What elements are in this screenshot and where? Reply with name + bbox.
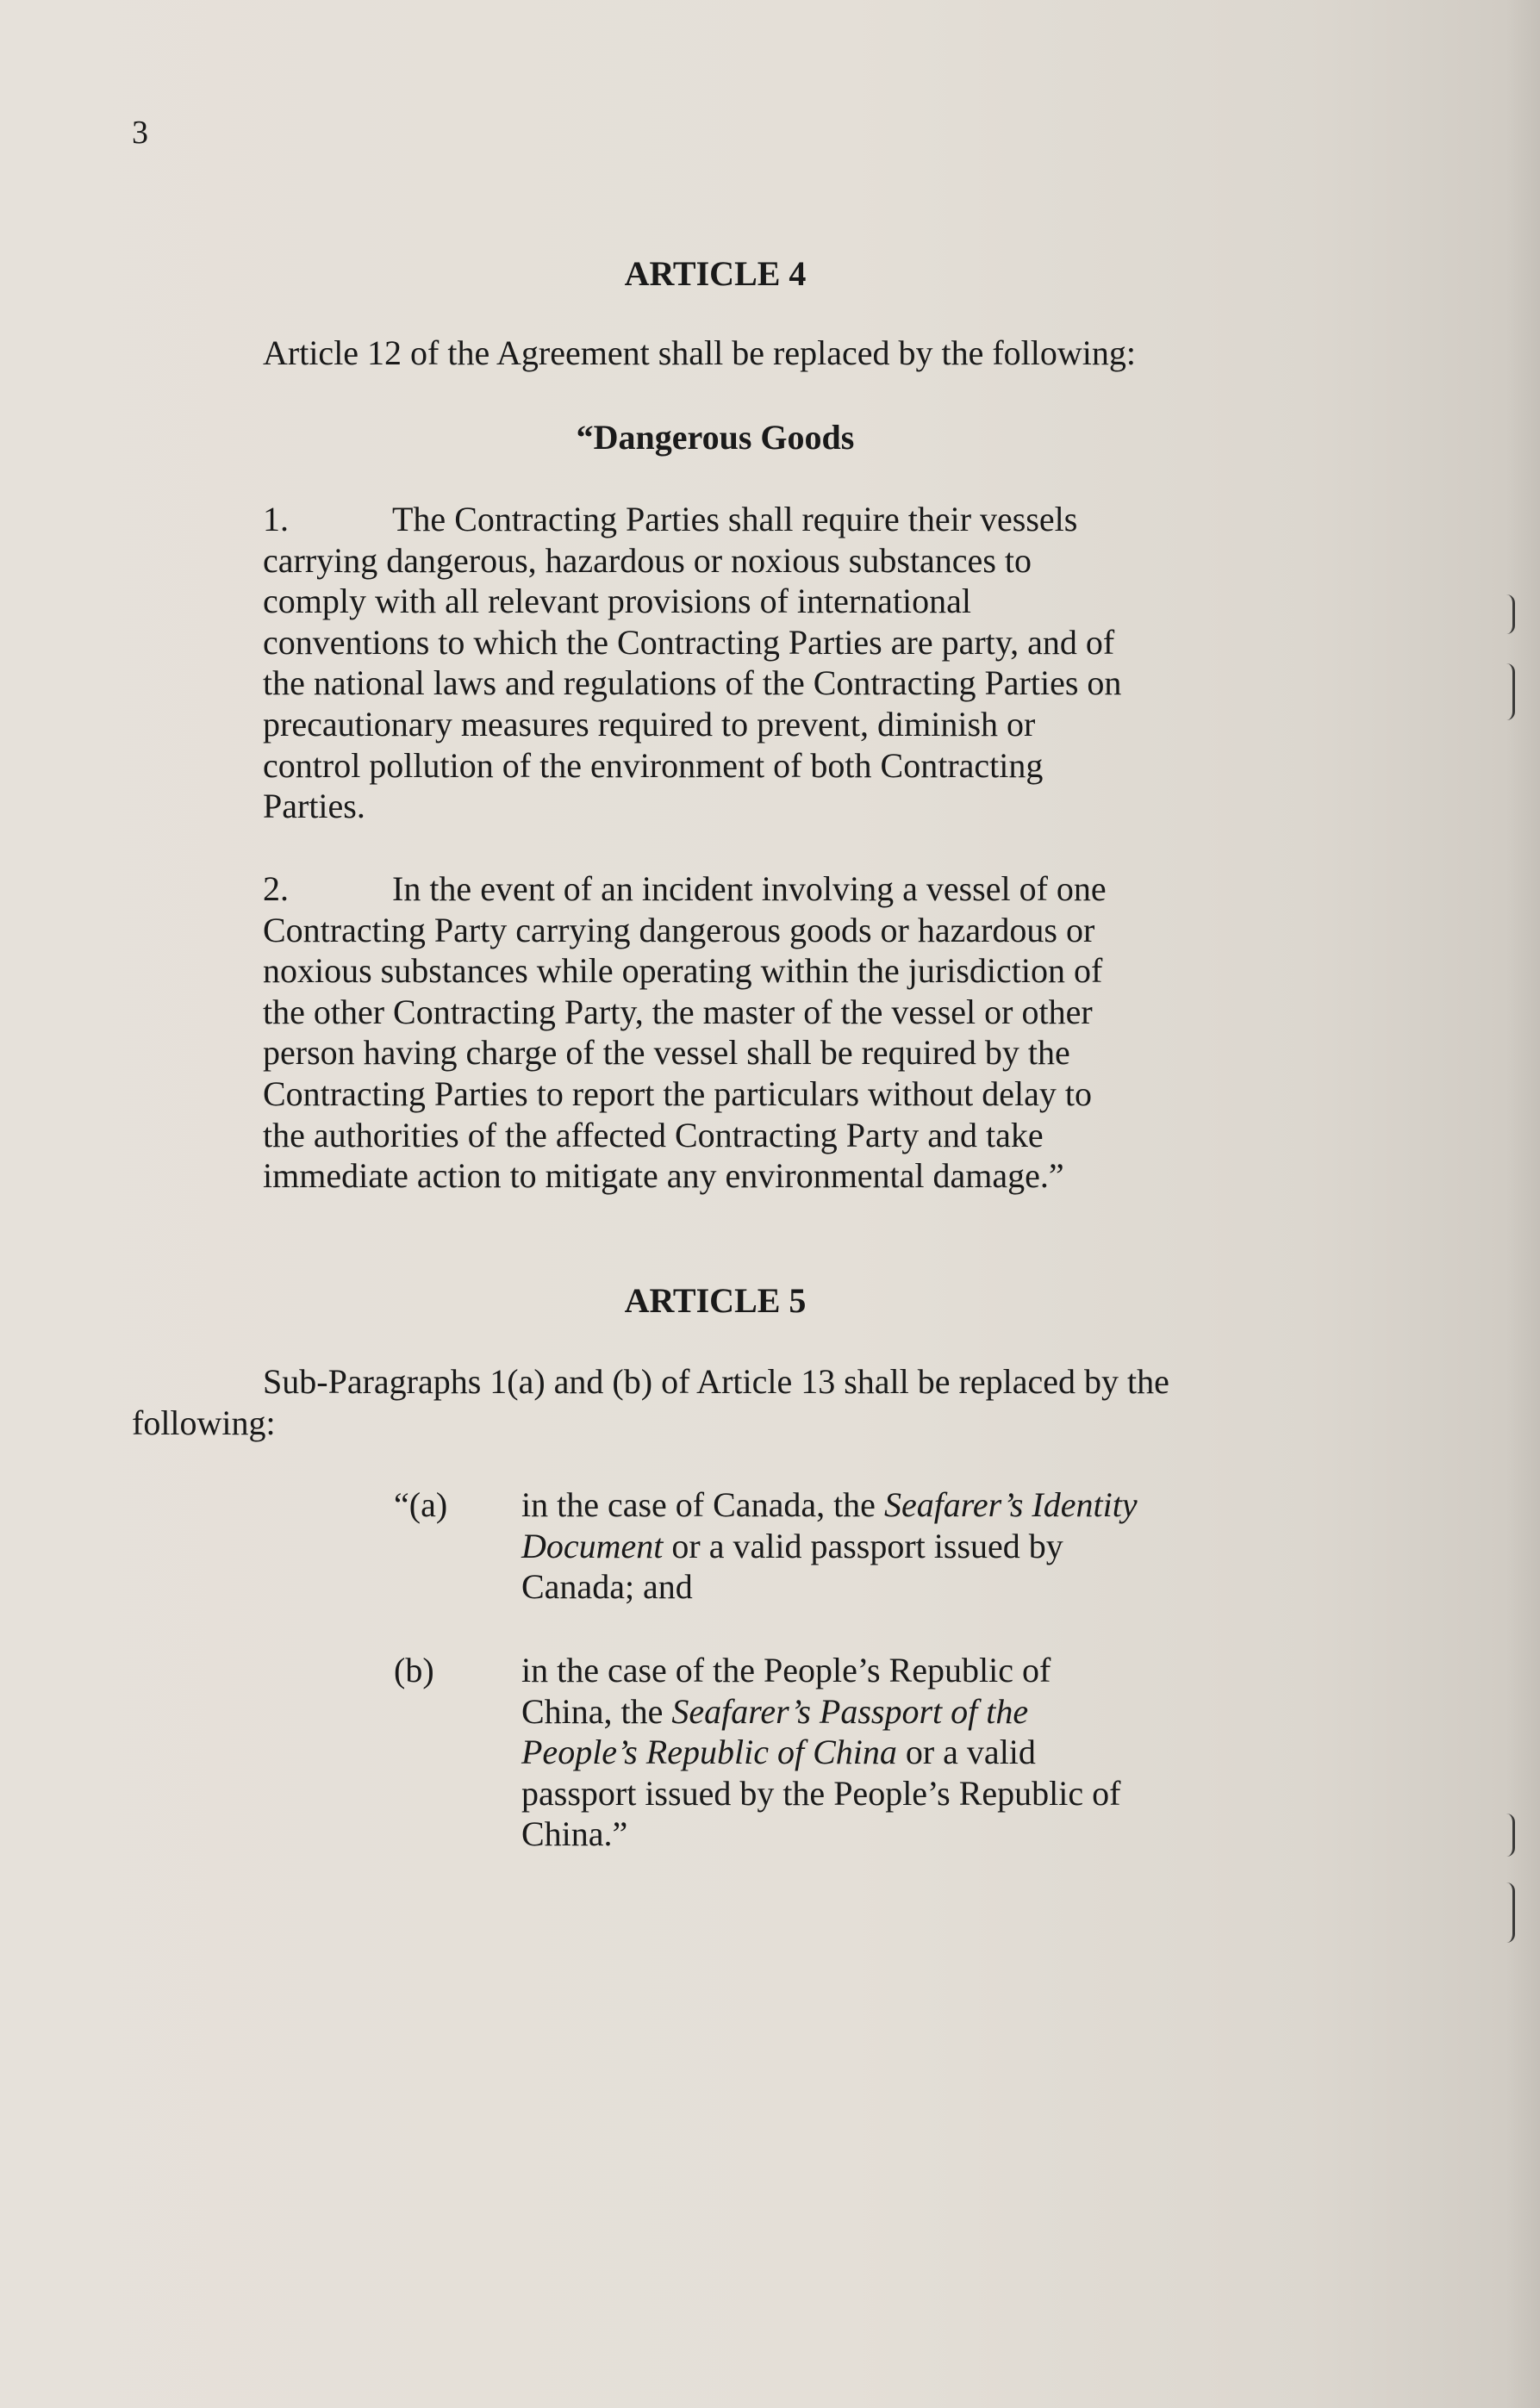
paragraph-line: Contracting Parties to report the particulars without delay to [263,1073,1092,1113]
paragraph-line: the authorities of the affected Contracting Party and take [263,1115,1044,1154]
article-5-intro-line-1: Sub-Paragraphs 1(a) and (b) of Article 13 shall be replaced by the [263,1362,1169,1401]
italic-document-title: Seafarer’s Passport of the [671,1691,1029,1731]
paragraph-line: In the event of an incident involving a vessel of one [392,869,1107,908]
italic-document-title: People’s Republic of China [521,1733,897,1772]
text-run: China.” [521,1814,628,1854]
paragraph-line: the national laws and regulations of the Contracting Parties on [263,663,1122,703]
page-number: 3 [132,115,148,151]
paragraph-line: comply with all relevant provisions of international [263,582,972,621]
paragraph-line: person having charge of the vessel shall be required by the [263,1033,1070,1073]
article-5-heading: ARTICLE 5 [624,1281,807,1320]
paragraph-line: Contracting Party carrying dangerous goods or hazardous or [263,910,1095,949]
dangerous-goods-subheading: “Dangerous Goods [576,418,855,457]
text-run: passport issued by the People’s Republic of [521,1773,1121,1813]
paragraph-line: control pollution of the environment of both Contracting [263,745,1044,785]
paragraph-line: noxious substances while operating within the jurisdiction of [263,951,1103,991]
sub-paragraph-b [0,1650,1293,1865]
sub-paragraph-text [521,1650,1194,1855]
italic-document-title: Document [521,1526,664,1565]
text-run: in the case of Canada, the [521,1485,884,1524]
sub-paragraph-text [521,1484,1194,1608]
text-run: Canada; and [521,1567,693,1607]
text-run: or a valid [896,1733,1036,1772]
article-4-paragraph-1 [263,499,1219,827]
article-4-paragraph-2 [263,868,1219,1197]
paragraph-line: The Contracting Parties shall require their vessels [392,500,1078,538]
paragraph-line: the other Contracting Party, the master of the vessel or other [263,992,1093,1031]
paragraph-line: precautionary measures required to prevent, diminish or [263,704,1036,744]
sub-paragraph-label: (b) [394,1651,434,1689]
article-5-intro-line-2: following: [132,1403,276,1442]
sub-paragraph-label: “(a) [394,1485,448,1524]
paragraph-line: conventions to which the Contracting Parties are party, and of [263,622,1115,662]
page-edge-shadow [1506,0,1540,2408]
paragraph-number: 1. [263,500,289,538]
article-4-intro: Article 12 of the Agreement shall be replaced by the following: [263,333,1137,372]
sub-paragraph-a [0,1484,1293,1614]
paragraph-line: immediate action to mitigate any environmental damage.” [263,1156,1064,1196]
paragraph-line: carrying dangerous, hazardous or noxious substances to [263,540,1032,580]
paragraph-line: Parties. [263,787,365,826]
text-run: or a valid passport issued by [663,1526,1063,1565]
paragraph-number: 2. [263,869,289,908]
text-run: China, the [521,1691,672,1731]
article-4-heading: ARTICLE 4 [624,254,807,293]
text-run: in the case of the People’s Republic of [521,1651,1051,1689]
italic-document-title: Seafarer’s Identity [883,1485,1138,1524]
